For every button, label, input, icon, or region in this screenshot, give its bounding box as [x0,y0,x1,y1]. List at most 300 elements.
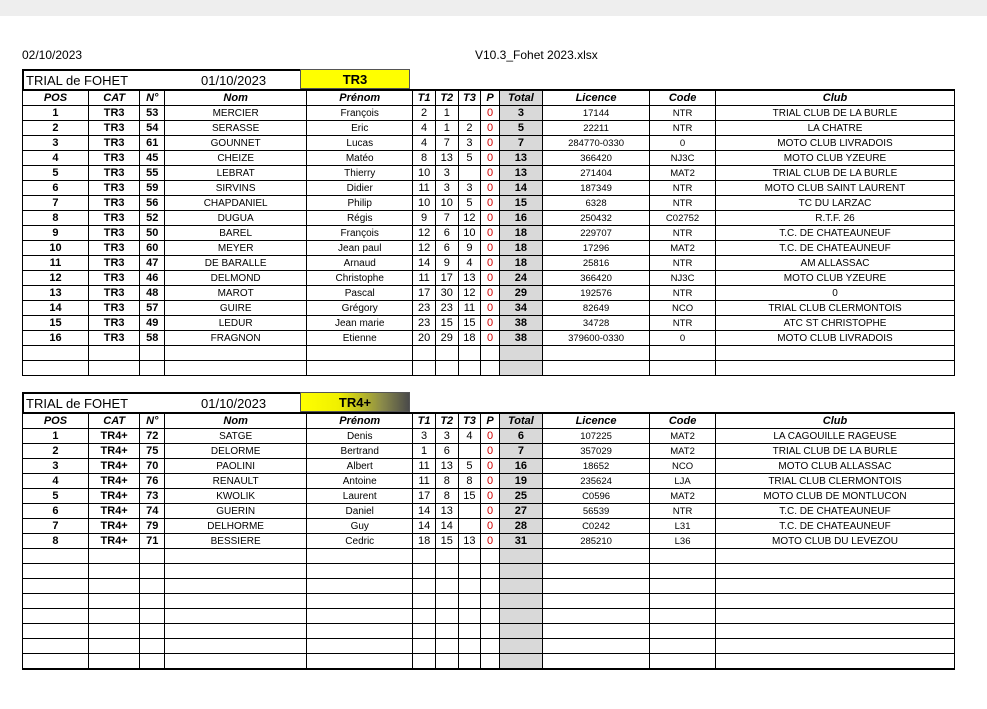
cell-nom: LEDUR [165,316,307,331]
cell-prenom: Laurent [307,489,413,504]
table-row [23,489,955,504]
cell-licence: 18652 [543,459,650,474]
cell-code: NTR [650,106,716,121]
cell-t1: 8 [413,151,436,166]
cell-cat: TR3 [88,136,139,151]
cell-pos [23,361,89,376]
cell-total: 25 [499,489,542,504]
cell-t3 [458,624,481,639]
cell-nom [165,609,307,624]
cell-cat [88,361,139,376]
cell-num: 50 [140,226,165,241]
cell-pos [23,609,89,624]
cell-licence [543,361,650,376]
cell-club: TRIAL CLUB DE LA BURLE [716,106,955,121]
cell-cat: TR3 [88,286,139,301]
cell-prenom: Eric [307,121,413,136]
cell-prenom: Daniel [307,504,413,519]
cell-total: 15 [499,196,542,211]
cell-pos [23,579,89,594]
cell-licence: 56539 [543,504,650,519]
cell-prenom: François [307,106,413,121]
cell-club [716,624,955,639]
cell-total: 6 [499,429,542,444]
cell-pos: 9 [23,226,89,241]
cell-num: 61 [140,136,165,151]
cell-p: 0 [481,181,500,196]
cell-cat [88,639,139,654]
cell-nom: DUGUA [165,211,307,226]
cell-club [716,549,955,564]
cell-p: 0 [481,166,500,181]
cell-licence [543,609,650,624]
cell-t1: 3 [413,429,436,444]
col-header-p: P [481,413,500,429]
cell-num: 45 [140,151,165,166]
cell-nom: KWOLIK [165,489,307,504]
cell-pos: 8 [23,211,89,226]
cell-total: 19 [499,474,542,489]
cell-t2 [435,594,458,609]
cell-t2: 6 [435,444,458,459]
cell-prenom: Antoine [307,474,413,489]
cell-pos: 15 [23,316,89,331]
cell-num [140,346,165,361]
cell-club: T.C. DE CHATEAUNEUF [716,226,955,241]
event-box [22,69,302,91]
cell-p: 0 [481,429,500,444]
cell-num: 60 [140,241,165,256]
cell-t3: 12 [458,286,481,301]
cell-code [650,594,716,609]
cell-t2: 6 [435,241,458,256]
cell-pos [23,594,89,609]
cell-club [716,361,955,376]
cell-pos: 3 [23,136,89,151]
cell-prenom [307,361,413,376]
cell-num: 71 [140,534,165,549]
cell-club [716,609,955,624]
cell-t3: 3 [458,136,481,151]
col-header-t1: T1 [413,90,436,106]
cell-licence: 284770-0330 [543,136,650,151]
cell-t1: 20 [413,331,436,346]
cell-code: MAT2 [650,241,716,256]
cell-t2: 15 [435,316,458,331]
cell-club: ATC ST CHRISTOPHE [716,316,955,331]
cell-code: NCO [650,301,716,316]
cell-total: 16 [499,211,542,226]
cell-p: 0 [481,504,500,519]
cell-cat: TR3 [88,151,139,166]
cell-p: 0 [481,519,500,534]
cell-licence [543,579,650,594]
cell-num: 74 [140,504,165,519]
col-header-licence: Licence [543,413,650,429]
table-row [23,166,955,181]
cell-pos: 14 [23,301,89,316]
cell-t3: 3 [458,181,481,196]
cell-t1 [413,639,436,654]
col-header-t2: T2 [435,413,458,429]
table-row [23,196,955,211]
cell-code: NTR [650,181,716,196]
cell-cat: TR3 [88,271,139,286]
cell-prenom [307,609,413,624]
cell-licence: 271404 [543,166,650,181]
cell-t1: 4 [413,121,436,136]
cell-t1: 17 [413,489,436,504]
cell-prenom: Arnaud [307,256,413,271]
cell-t2: 3 [435,166,458,181]
cell-code: NTR [650,226,716,241]
cell-p: 0 [481,459,500,474]
cell-t1: 12 [413,241,436,256]
col-header-total: Total [499,413,542,429]
cell-prenom: Cedric [307,534,413,549]
col-header-nom: Nom [165,90,307,106]
top-strip [0,0,987,16]
cell-code [650,361,716,376]
cell-club: TRIAL CLUB CLERMONTOIS [716,301,955,316]
cell-licence: 235624 [543,474,650,489]
cell-nom: SATGE [165,429,307,444]
cell-t3: 10 [458,226,481,241]
cell-t2: 14 [435,519,458,534]
cell-pos: 16 [23,331,89,346]
cell-t1 [413,594,436,609]
cell-num [140,564,165,579]
cell-t1 [413,564,436,579]
empty-row [23,579,955,594]
cell-pos: 10 [23,241,89,256]
cell-code [650,549,716,564]
table-row [23,331,955,346]
cell-p: 0 [481,226,500,241]
cell-club: MOTO CLUB LIVRADOIS [716,331,955,346]
col-header-club: Club [716,413,955,429]
cell-t3 [458,579,481,594]
cell-p: 0 [481,316,500,331]
cell-t3 [458,594,481,609]
cell-prenom [307,594,413,609]
cell-club: MOTO CLUB ALLASSAC [716,459,955,474]
cell-licence: 357029 [543,444,650,459]
cell-t3: 9 [458,241,481,256]
results-table [22,412,955,670]
cell-t3: 12 [458,211,481,226]
cell-t1: 4 [413,136,436,151]
cell-pos: 11 [23,256,89,271]
cell-cat: TR4+ [88,519,139,534]
cell-cat [88,346,139,361]
cell-nom: GUIRE [165,301,307,316]
cell-nom: DELORME [165,444,307,459]
cell-pos: 4 [23,151,89,166]
cell-t1: 11 [413,181,436,196]
cell-total [499,624,542,639]
empty-row [23,564,955,579]
cell-t3: 4 [458,429,481,444]
cell-total [499,549,542,564]
cell-club: TC DU LARZAC [716,196,955,211]
cell-club: MOTO CLUB YZEURE [716,151,955,166]
cell-licence: 22211 [543,121,650,136]
col-header-p: P [481,90,500,106]
cell-club: MOTO CLUB YZEURE [716,271,955,286]
table-row [23,106,955,121]
cell-club: 0 [716,286,955,301]
cell-p: 0 [481,489,500,504]
table-row [23,519,955,534]
cell-t3 [458,346,481,361]
cell-code: L36 [650,534,716,549]
col-header-t1: T1 [413,413,436,429]
cell-licence: 366420 [543,271,650,286]
cell-nom: FRAGNON [165,331,307,346]
cell-num: 55 [140,166,165,181]
cell-t1: 17 [413,286,436,301]
cell-code: L31 [650,519,716,534]
cell-code: NTR [650,286,716,301]
cell-t1 [413,579,436,594]
cell-t1: 2 [413,106,436,121]
cell-prenom: Christophe [307,271,413,286]
cell-licence: 366420 [543,151,650,166]
cell-total: 7 [499,444,542,459]
cell-num [140,361,165,376]
cell-total [499,346,542,361]
col-header-num: N° [140,90,165,106]
cell-prenom: Denis [307,429,413,444]
cell-num: 70 [140,459,165,474]
cell-pos: 13 [23,286,89,301]
cell-t2: 1 [435,121,458,136]
cell-p [481,564,500,579]
cell-num: 75 [140,444,165,459]
empty-row [23,549,955,564]
cell-total [499,579,542,594]
cell-num: 73 [140,489,165,504]
cell-licence: 229707 [543,226,650,241]
cell-cat: TR4+ [88,504,139,519]
cell-pos: 1 [23,106,89,121]
category-badge: TR3 [300,69,410,89]
cell-club: TRIAL CLUB CLERMONTOIS [716,474,955,489]
cell-licence: 192576 [543,286,650,301]
cell-t1 [413,361,436,376]
col-header-prenom: Prénom [307,413,413,429]
cell-nom [165,594,307,609]
cell-licence [543,639,650,654]
table-row [23,121,955,136]
cell-prenom: Albert [307,459,413,474]
cell-pos: 5 [23,489,89,504]
cell-p: 0 [481,121,500,136]
cell-total: 29 [499,286,542,301]
cell-prenom [307,579,413,594]
table-row [23,271,955,286]
cell-num: 79 [140,519,165,534]
cell-t3 [458,549,481,564]
cell-t2 [435,609,458,624]
cell-code: NTR [650,504,716,519]
cell-licence: C0242 [543,519,650,534]
cell-code: NTR [650,121,716,136]
cell-cat: TR3 [88,121,139,136]
cell-code [650,564,716,579]
cell-code: NJ3C [650,271,716,286]
cell-total: 18 [499,241,542,256]
cell-t1 [413,346,436,361]
cell-t3: 2 [458,121,481,136]
cell-code [650,346,716,361]
event-date: 01/10/2023 [201,73,267,88]
empty-row [23,639,955,654]
results-table [22,89,955,376]
cell-t1: 10 [413,166,436,181]
cell-num: 46 [140,271,165,286]
cell-total: 7 [499,136,542,151]
cell-t3: 11 [458,301,481,316]
cell-nom: DELMOND [165,271,307,286]
cell-nom: BESSIERE [165,534,307,549]
cell-pos [23,654,89,670]
cell-cat: TR4+ [88,444,139,459]
cell-total: 3 [499,106,542,121]
cell-p: 0 [481,136,500,151]
cell-nom: SERASSE [165,121,307,136]
cell-t2: 3 [435,429,458,444]
cell-total: 31 [499,534,542,549]
cell-code [650,579,716,594]
cell-nom [165,654,307,670]
cell-cat [88,624,139,639]
cell-t2 [435,361,458,376]
cell-cat: TR4+ [88,429,139,444]
cell-cat [88,564,139,579]
cell-t3: 15 [458,489,481,504]
cell-prenom: Matéo [307,151,413,166]
cell-nom [165,549,307,564]
cell-t2: 8 [435,474,458,489]
cell-pos [23,639,89,654]
cell-total: 24 [499,271,542,286]
col-header-licence: Licence [543,90,650,106]
cell-code: NCO [650,459,716,474]
cell-t1 [413,549,436,564]
cell-p: 0 [481,286,500,301]
cell-licence [543,624,650,639]
cell-t3: 5 [458,459,481,474]
cell-p [481,549,500,564]
cell-club: T.C. DE CHATEAUNEUF [716,519,955,534]
cell-club: MOTO CLUB DE MONTLUCON [716,489,955,504]
cell-t3 [458,654,481,670]
header-row [23,413,955,429]
cell-club [716,564,955,579]
event-title: TRIAL de FOHET [26,73,129,88]
col-header-pos: POS [23,413,89,429]
cell-t3 [458,106,481,121]
cell-total [499,609,542,624]
col-header-t3: T3 [458,90,481,106]
cell-nom: GOUNNET [165,136,307,151]
cell-pos: 8 [23,534,89,549]
cell-pos [23,564,89,579]
cell-licence: 6328 [543,196,650,211]
col-header-code: Code [650,413,716,429]
cell-num: 48 [140,286,165,301]
col-header-cat: CAT [88,90,139,106]
cell-pos [23,549,89,564]
cell-num: 54 [140,121,165,136]
cell-cat: TR3 [88,181,139,196]
cell-club: LA CHATRE [716,121,955,136]
cell-t3: 5 [458,196,481,211]
cell-code: MAT2 [650,489,716,504]
cell-total: 16 [499,459,542,474]
col-header-t3: T3 [458,413,481,429]
cell-p: 0 [481,331,500,346]
cell-num: 53 [140,106,165,121]
cell-club: R.T.F. 26 [716,211,955,226]
cell-club: LA CAGOUILLE RAGEUSE [716,429,955,444]
cell-total: 38 [499,316,542,331]
cell-t3 [458,609,481,624]
table-row [23,534,955,549]
cell-t2: 9 [435,256,458,271]
cell-num: 58 [140,331,165,346]
cell-p [481,594,500,609]
cell-prenom [307,624,413,639]
cell-nom: MEYER [165,241,307,256]
cell-cat [88,594,139,609]
cell-licence: 250432 [543,211,650,226]
cell-total [499,654,542,670]
cell-prenom: Guy [307,519,413,534]
cell-t1: 14 [413,519,436,534]
cell-prenom: Thierry [307,166,413,181]
cell-code: NTR [650,196,716,211]
cell-t1: 12 [413,226,436,241]
cell-prenom: Bertrand [307,444,413,459]
cell-cat: TR3 [88,106,139,121]
cell-total: 18 [499,226,542,241]
cell-nom: CHAPDANIEL [165,196,307,211]
cell-club [716,654,955,670]
cell-club: AM ALLASSAC [716,256,955,271]
cell-code: 0 [650,136,716,151]
cell-cat: TR4+ [88,459,139,474]
col-header-code: Code [650,90,716,106]
cell-cat: TR3 [88,226,139,241]
cell-t2: 8 [435,489,458,504]
cell-nom: GUERIN [165,504,307,519]
cell-num: 72 [140,429,165,444]
cell-club [716,594,955,609]
cell-num: 49 [140,316,165,331]
table-row [23,286,955,301]
header-row [23,90,955,106]
cell-total: 28 [499,519,542,534]
cell-num [140,579,165,594]
print-date: 02/10/2023 [22,48,83,62]
cell-prenom: Régis [307,211,413,226]
cell-t3: 13 [458,534,481,549]
cell-p: 0 [481,196,500,211]
cell-prenom: Grégory [307,301,413,316]
